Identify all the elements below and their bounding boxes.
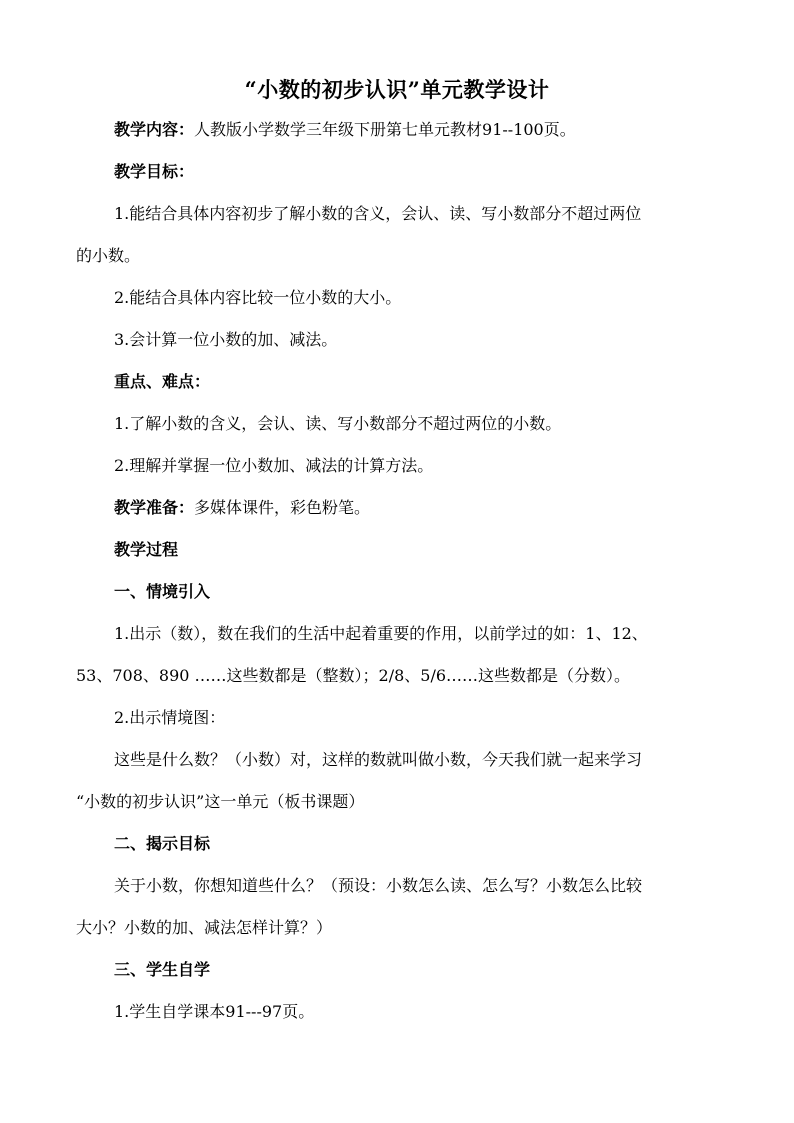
teaching-prep-line: [114, 497, 370, 519]
key-point-1: 1.了解小数的含义，会认、读、写小数部分不超过两位的小数。: [114, 414, 562, 433]
section-1-paragraph-line-1: 这些是什么数？（小数）对，这样的数就叫做小数，今天我们就一起来学习: [114, 750, 643, 769]
process-heading: 教学过程: [114, 540, 179, 559]
section-1-heading: 一、情境引入: [114, 582, 211, 601]
goal-2: 2.能结合具体内容比较一位小数的大小。: [114, 288, 402, 307]
key-point-2: 2.理解并掌握一位小数加、减法的计算方法。: [114, 456, 434, 475]
section-3-item-1: 1.学生自学课本91---97页。: [114, 1002, 315, 1021]
section-1-item-2: 2.出示情境图：: [114, 708, 226, 727]
section-1-paragraph-line-2: “小数的初步认识”这一单元（板书课题）: [76, 792, 365, 811]
teaching-prep-text: 多媒体课件，彩色粉笔。: [194, 498, 371, 517]
goal-1-line-1: 1.能结合具体内容初步了解小数的含义，会认、读、写小数部分不超过两位: [114, 204, 642, 223]
section-1-item-1-line-1: 1.出示（数），数在我们的生活中起着重要的作用，以前学过的如：1、12、: [114, 624, 648, 643]
teaching-content-line: [114, 119, 576, 141]
section-1-item-1-line-2: 53、708、890 ……这些数都是（整数）；2/8、5/6……这些数都是（分数）。: [76, 666, 631, 685]
goals-heading: 教学目标：: [114, 162, 195, 181]
section-2-paragraph-line-1: 关于小数，你想知道些什么？（预设：小数怎么读、怎么写？小数怎么比较: [114, 876, 643, 895]
section-3-heading: 三、学生自学: [114, 960, 211, 979]
teaching-prep-label: 教学准备：: [114, 498, 195, 517]
goal-3: 3.会计算一位小数的加、减法。: [114, 330, 338, 349]
teaching-content-label: 教学内容：: [114, 120, 195, 139]
key-points-heading: 重点、难点：: [114, 372, 211, 391]
section-2-heading: 二、揭示目标: [114, 834, 211, 853]
document-title: “小数的初步认识”单元教学设计: [244, 77, 550, 102]
section-2-paragraph-line-2: 大小？小数的加、减法怎样计算？）: [76, 918, 333, 937]
goal-1-line-2: 的小数。: [76, 246, 141, 265]
teaching-content-text: 人教版小学数学三年级下册第七单元教材91--100页。: [194, 120, 576, 139]
